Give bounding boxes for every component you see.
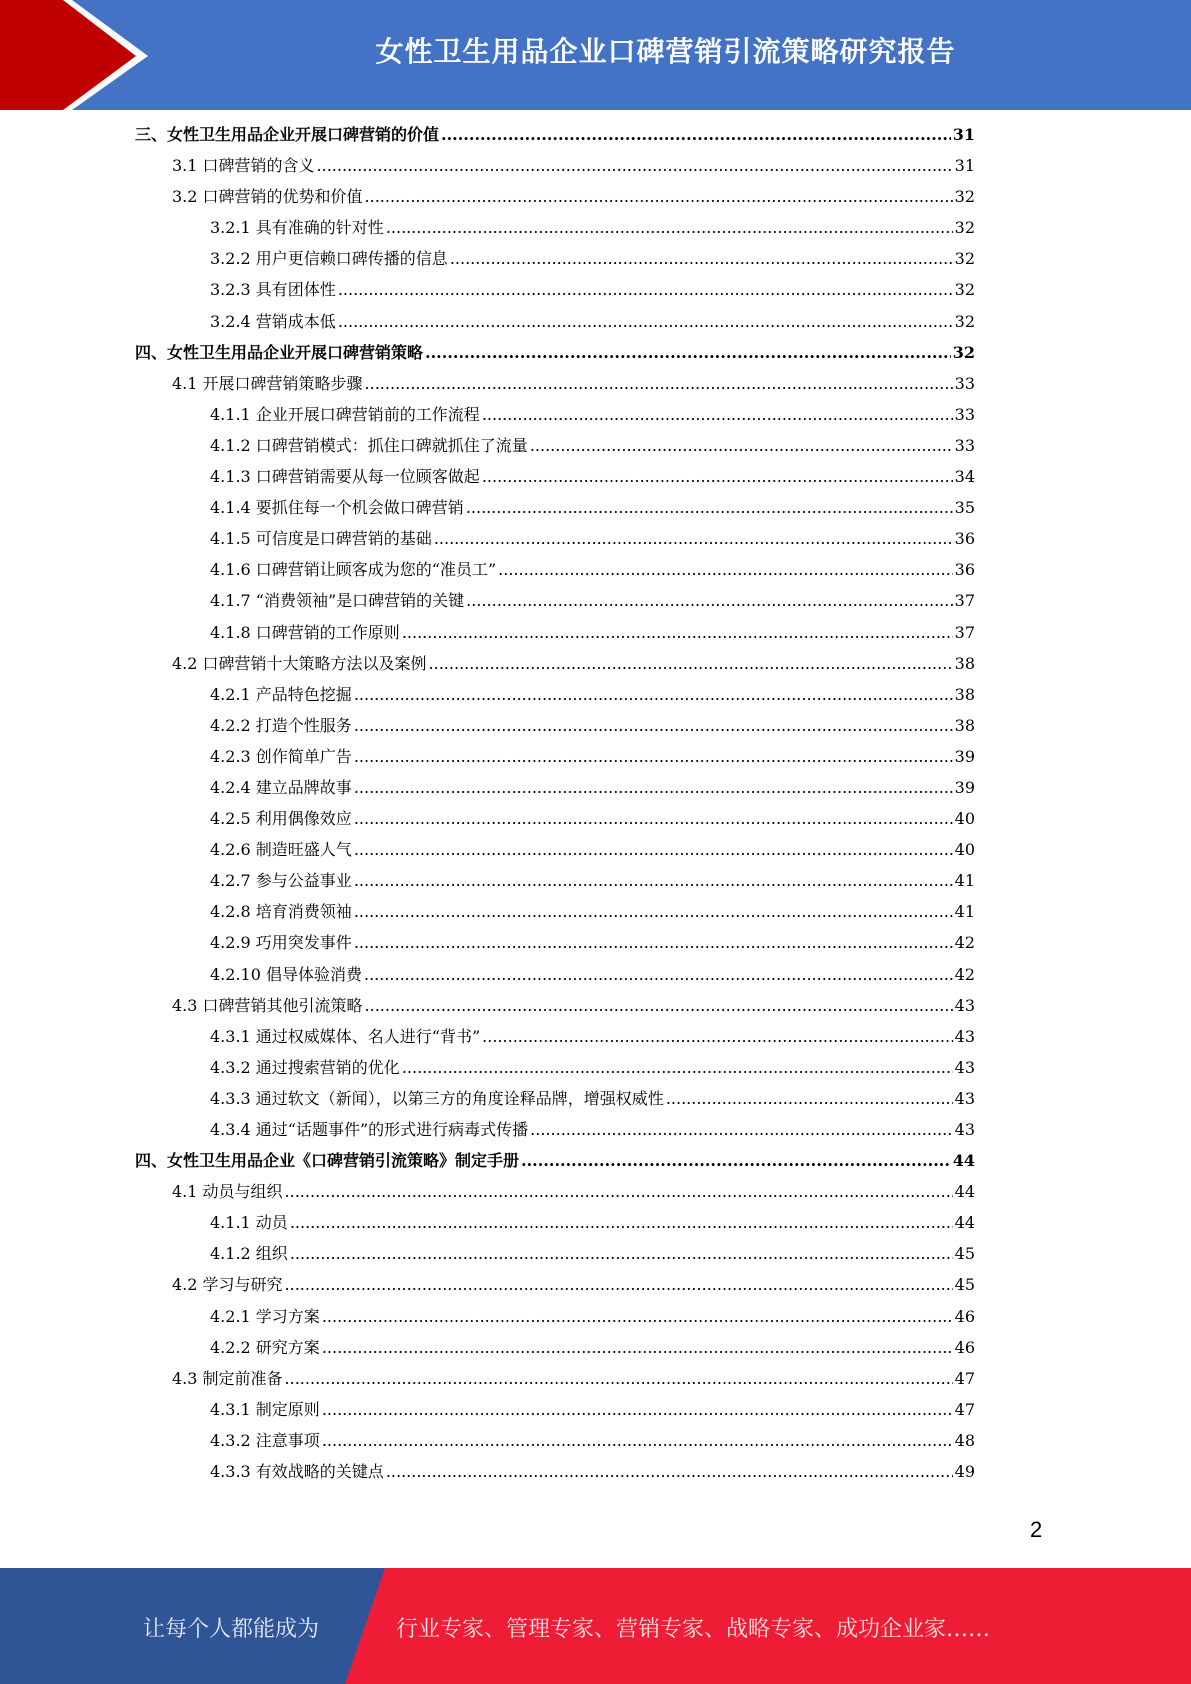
toc-entry-page: 32 (954, 249, 975, 269)
toc-entry-page: 43 (954, 1088, 975, 1108)
toc-entry-label: 4.2.10 倡导体验消费 (210, 964, 362, 984)
toc-entry-label: 4.2.1 学习方案 (210, 1306, 320, 1326)
dot-leader (365, 990, 953, 1021)
toc-entry[interactable] (135, 492, 975, 523)
dot-leader (386, 1456, 953, 1487)
toc-entry[interactable] (135, 368, 975, 399)
toc-entry-page: 46 (954, 1306, 975, 1326)
toc-entry[interactable] (135, 461, 975, 492)
dot-leader (429, 648, 953, 679)
toc-entry-label: 4.2.1 产品特色挖掘 (210, 684, 352, 704)
toc-entry[interactable] (135, 337, 975, 368)
toc-entry-page: 40 (954, 840, 975, 860)
toc-entry-page: 37 (954, 591, 975, 611)
toc-entry-page: 37 (954, 622, 975, 642)
dot-leader (364, 959, 953, 990)
toc-entry-page: 44 (954, 1182, 975, 1202)
toc-entry-page: 45 (954, 1244, 975, 1264)
toc-entry-label: 4.3.4 通过“话题事件”的形式进行病毒式传播 (210, 1120, 529, 1139)
dot-leader (466, 585, 952, 616)
toc-entry[interactable] (135, 865, 975, 896)
dot-leader (354, 896, 953, 927)
dot-leader (365, 368, 953, 399)
toc-entry-page: 45 (954, 1275, 975, 1295)
toc-entry[interactable] (135, 554, 975, 585)
toc-entry-label: 4.2.8 培育消费领袖 (210, 902, 352, 922)
toc-entry[interactable] (135, 1114, 975, 1145)
toc-entry[interactable] (135, 1363, 975, 1394)
toc-entry-page: 32 (954, 311, 975, 331)
toc-entry-page: 44 (952, 1151, 975, 1171)
toc-entry[interactable] (135, 834, 975, 865)
toc-entry-page: 32 (952, 342, 975, 362)
toc-entry-label: 4.3.3 通过软文（新闻），以第三方的角度诠释品牌，增强权威性 (210, 1088, 664, 1108)
dot-leader (354, 834, 953, 865)
toc-entry-label: 3.2.3 具有团体性 (210, 280, 336, 300)
dot-leader (354, 679, 953, 710)
toc-entry-page: 35 (954, 498, 975, 518)
toc-entry[interactable] (135, 585, 975, 616)
toc-entry-label: 4.2 口碑营销十大策略方法以及案例 (172, 653, 427, 673)
toc-entry-label: 4.3 制定前准备 (172, 1368, 283, 1388)
dot-leader (338, 274, 953, 305)
toc-entry-page: 38 (954, 653, 975, 673)
toc-entry-label: 4.3.1 通过权威媒体、名人进行“背书” (210, 1026, 481, 1046)
toc-entry-label: 4.2.5 利用偶像效应 (210, 809, 352, 829)
toc-entry[interactable] (135, 1394, 975, 1425)
toc-entry[interactable] (135, 119, 975, 150)
dot-leader (425, 337, 951, 368)
toc-entry-page: 32 (954, 218, 975, 238)
toc-entry[interactable] (135, 896, 975, 927)
toc-entry-label: 3.1 口碑营销的含义 (172, 156, 315, 176)
toc-entry-page: 49 (954, 1462, 975, 1482)
toc-entry[interactable] (135, 1301, 975, 1332)
toc-entry-page: 47 (954, 1399, 975, 1419)
toc-entry-label: 四、女性卫生用品企业开展口碑营销策略 (135, 342, 424, 362)
dot-leader (354, 803, 953, 834)
dot-leader (365, 181, 953, 212)
dot-leader (354, 710, 953, 741)
toc-entry-page: 43 (954, 1026, 975, 1046)
toc-entry-page: 42 (954, 933, 975, 953)
dot-leader (322, 1425, 953, 1456)
toc-entry-page: 31 (954, 156, 975, 176)
toc-entry-label: 4.1.2 组织 (210, 1244, 288, 1264)
toc-entry[interactable] (135, 1269, 975, 1300)
dot-leader (450, 243, 953, 274)
dot-leader (402, 1052, 953, 1083)
toc-entry-page: 33 (954, 373, 975, 393)
toc-entry-page: 48 (954, 1430, 975, 1450)
toc-entry-label: 4.1.4 要抓住每一个机会做口碑营销 (210, 498, 464, 518)
dot-leader (482, 1021, 952, 1052)
toc-entry[interactable] (135, 1207, 975, 1238)
dot-leader (354, 772, 953, 803)
dot-leader (290, 1207, 953, 1238)
toc-entry-label: 4.2.6 制造旺盛人气 (210, 840, 352, 860)
dot-leader (290, 1238, 953, 1269)
toc-entry-page: 36 (954, 560, 975, 580)
toc-entry-label: 4.1.8 口碑营销的工作原则 (210, 622, 400, 642)
toc-entry-page: 39 (954, 746, 975, 766)
toc-entry[interactable] (135, 274, 975, 305)
toc-entry-label: 4.1.5 可信度是口碑营销的基础 (210, 529, 432, 549)
toc-entry[interactable] (135, 181, 975, 212)
dot-leader (434, 523, 953, 554)
dot-leader (354, 741, 953, 772)
toc-entry-page: 43 (954, 1057, 975, 1077)
dot-leader (322, 1394, 953, 1425)
toc-entry-label: 4.2.9 巧用突发事件 (210, 933, 352, 953)
dot-leader (322, 1332, 953, 1363)
toc-entry[interactable] (135, 1456, 975, 1487)
toc-entry[interactable] (135, 1145, 975, 1176)
toc-entry-page: 39 (954, 777, 975, 797)
dot-leader (354, 865, 953, 896)
toc-entry-page: 47 (954, 1368, 975, 1388)
toc-entry-page: 46 (954, 1337, 975, 1357)
toc-entry-page: 32 (954, 187, 975, 207)
toc-entry[interactable] (135, 1021, 975, 1052)
toc-entry-page: 44 (954, 1213, 975, 1233)
toc-entry-label: 4.2.7 参与公益事业 (210, 871, 352, 891)
footer-slogan-right: 行业专家、管理专家、营销专家、战略专家、成功企业家…… (396, 1617, 991, 1642)
toc-entry[interactable] (135, 959, 975, 990)
toc-entry-label: 3.2.1 具有准确的针对性 (210, 218, 384, 238)
toc-entry-label: 4.1 开展口碑营销策略步骤 (172, 373, 363, 393)
toc-entry-label: 3.2 口碑营销的优势和价值 (172, 187, 363, 207)
page-number: 2 (1030, 1517, 1043, 1542)
toc-entry[interactable] (135, 212, 975, 243)
toc-entry[interactable] (135, 1176, 975, 1207)
report-title: 女性卫生用品企业口碑营销引流策略研究报告 (375, 35, 956, 68)
toc-entry[interactable] (135, 617, 975, 648)
toc-entry-page: 38 (954, 715, 975, 735)
toc-entry-label: 3.2.2 用户更信赖口碑传播的信息 (210, 249, 448, 269)
toc-entry-page: 31 (952, 125, 975, 144)
toc-entry-label: 4.2.4 建立品牌故事 (210, 777, 352, 797)
toc-entry[interactable] (135, 990, 975, 1021)
toc-entry-page: 33 (954, 404, 975, 424)
toc-entry-label: 4.1.7 “消费领袖”是口碑营销的关键 (210, 591, 465, 611)
dot-leader (285, 1363, 953, 1394)
dot-leader (338, 306, 953, 337)
toc-entry-label: 4.2 学习与研究 (172, 1275, 283, 1295)
dot-leader (466, 492, 953, 523)
dot-leader (521, 1145, 951, 1176)
toc-entry-page: 38 (954, 684, 975, 704)
toc-entry[interactable] (135, 803, 975, 834)
toc-entry-page: 41 (954, 902, 975, 922)
toc-entry[interactable] (135, 1083, 975, 1114)
dot-leader (482, 461, 953, 492)
toc-entry-page: 43 (954, 995, 975, 1015)
toc-entry-page: 33 (954, 435, 975, 455)
toc-entry-label: 4.1.1 企业开展口碑营销前的工作流程 (210, 404, 480, 424)
toc-entry[interactable] (135, 710, 975, 741)
toc-entry-label: 4.3.1 制定原则 (210, 1399, 320, 1419)
toc-entry[interactable] (135, 927, 975, 958)
toc-entry-page: 40 (954, 809, 975, 829)
toc-entry[interactable] (135, 1238, 975, 1269)
dot-leader (402, 617, 953, 648)
toc-entry-label: 4.3.3 有效战略的关键点 (210, 1462, 384, 1482)
dot-leader (354, 927, 953, 958)
toc-entry[interactable] (135, 741, 975, 772)
toc-entry-page: 41 (954, 871, 975, 891)
toc-entry[interactable] (135, 1052, 975, 1083)
dot-leader (530, 430, 953, 461)
toc-entry-label: 4.1.3 口碑营销需要从每一位顾客做起 (210, 467, 480, 487)
toc-entry[interactable] (135, 1332, 975, 1363)
toc-entry-label: 4.1 动员与组织 (172, 1182, 283, 1202)
toc-entry-page: 34 (954, 467, 975, 487)
toc-entry-label: 4.2.2 打造个性服务 (210, 715, 352, 735)
dot-leader (666, 1083, 953, 1114)
red-arrow-decoration (0, 0, 160, 110)
toc-entry[interactable] (135, 150, 975, 181)
dot-leader (441, 119, 951, 150)
toc-entry[interactable] (135, 1425, 975, 1456)
toc-entry-label: 4.1.1 动员 (210, 1213, 288, 1233)
toc-entry-label: 4.2.3 创作简单广告 (210, 746, 352, 766)
toc-entry-page: 36 (954, 529, 975, 549)
toc-entry-page: 42 (954, 964, 975, 984)
toc-entry-label: 4.3.2 注意事项 (210, 1430, 320, 1450)
toc-entry[interactable] (135, 523, 975, 554)
page-header (0, 0, 1191, 110)
dot-leader (482, 399, 953, 430)
table-of-contents (135, 119, 975, 1487)
toc-entry[interactable] (135, 399, 975, 430)
toc-entry-label: 4.1.2 口碑营销模式：抓住口碑就抓住了流量 (210, 435, 528, 455)
dot-leader (386, 212, 953, 243)
toc-entry-label: 4.3.2 通过搜索营销的优化 (210, 1057, 400, 1077)
toc-entry-label: 4.1.6 口碑营销让顾客成为您的“准员工” (210, 560, 497, 580)
toc-entry[interactable] (135, 243, 975, 274)
toc-entry-page: 32 (954, 280, 975, 300)
dot-leader (285, 1269, 953, 1300)
toc-entry-label: 三、女性卫生用品企业开展口碑营销的价值 (135, 125, 440, 144)
toc-entry-label: 四、女性卫生用品企业《口碑营销引流策略》制定手册 (135, 1151, 520, 1171)
toc-entry-label: 3.2.4 营销成本低 (210, 311, 336, 331)
toc-entry-page: 43 (954, 1120, 975, 1139)
toc-entry[interactable] (135, 306, 975, 337)
dot-leader (285, 1176, 953, 1207)
toc-entry-label: 4.3 口碑营销其他引流策略 (172, 995, 363, 1015)
footer-slogan-left: 让每个人都能成为 (143, 1617, 320, 1642)
dot-leader (530, 1114, 952, 1145)
toc-entry[interactable] (135, 772, 975, 803)
dot-leader (322, 1301, 953, 1332)
toc-entry[interactable] (135, 679, 975, 710)
toc-entry-label: 4.2.2 研究方案 (210, 1337, 320, 1357)
toc-entry[interactable] (135, 430, 975, 461)
dot-leader (498, 554, 952, 585)
toc-entry[interactable] (135, 648, 975, 679)
dot-leader (317, 150, 953, 181)
